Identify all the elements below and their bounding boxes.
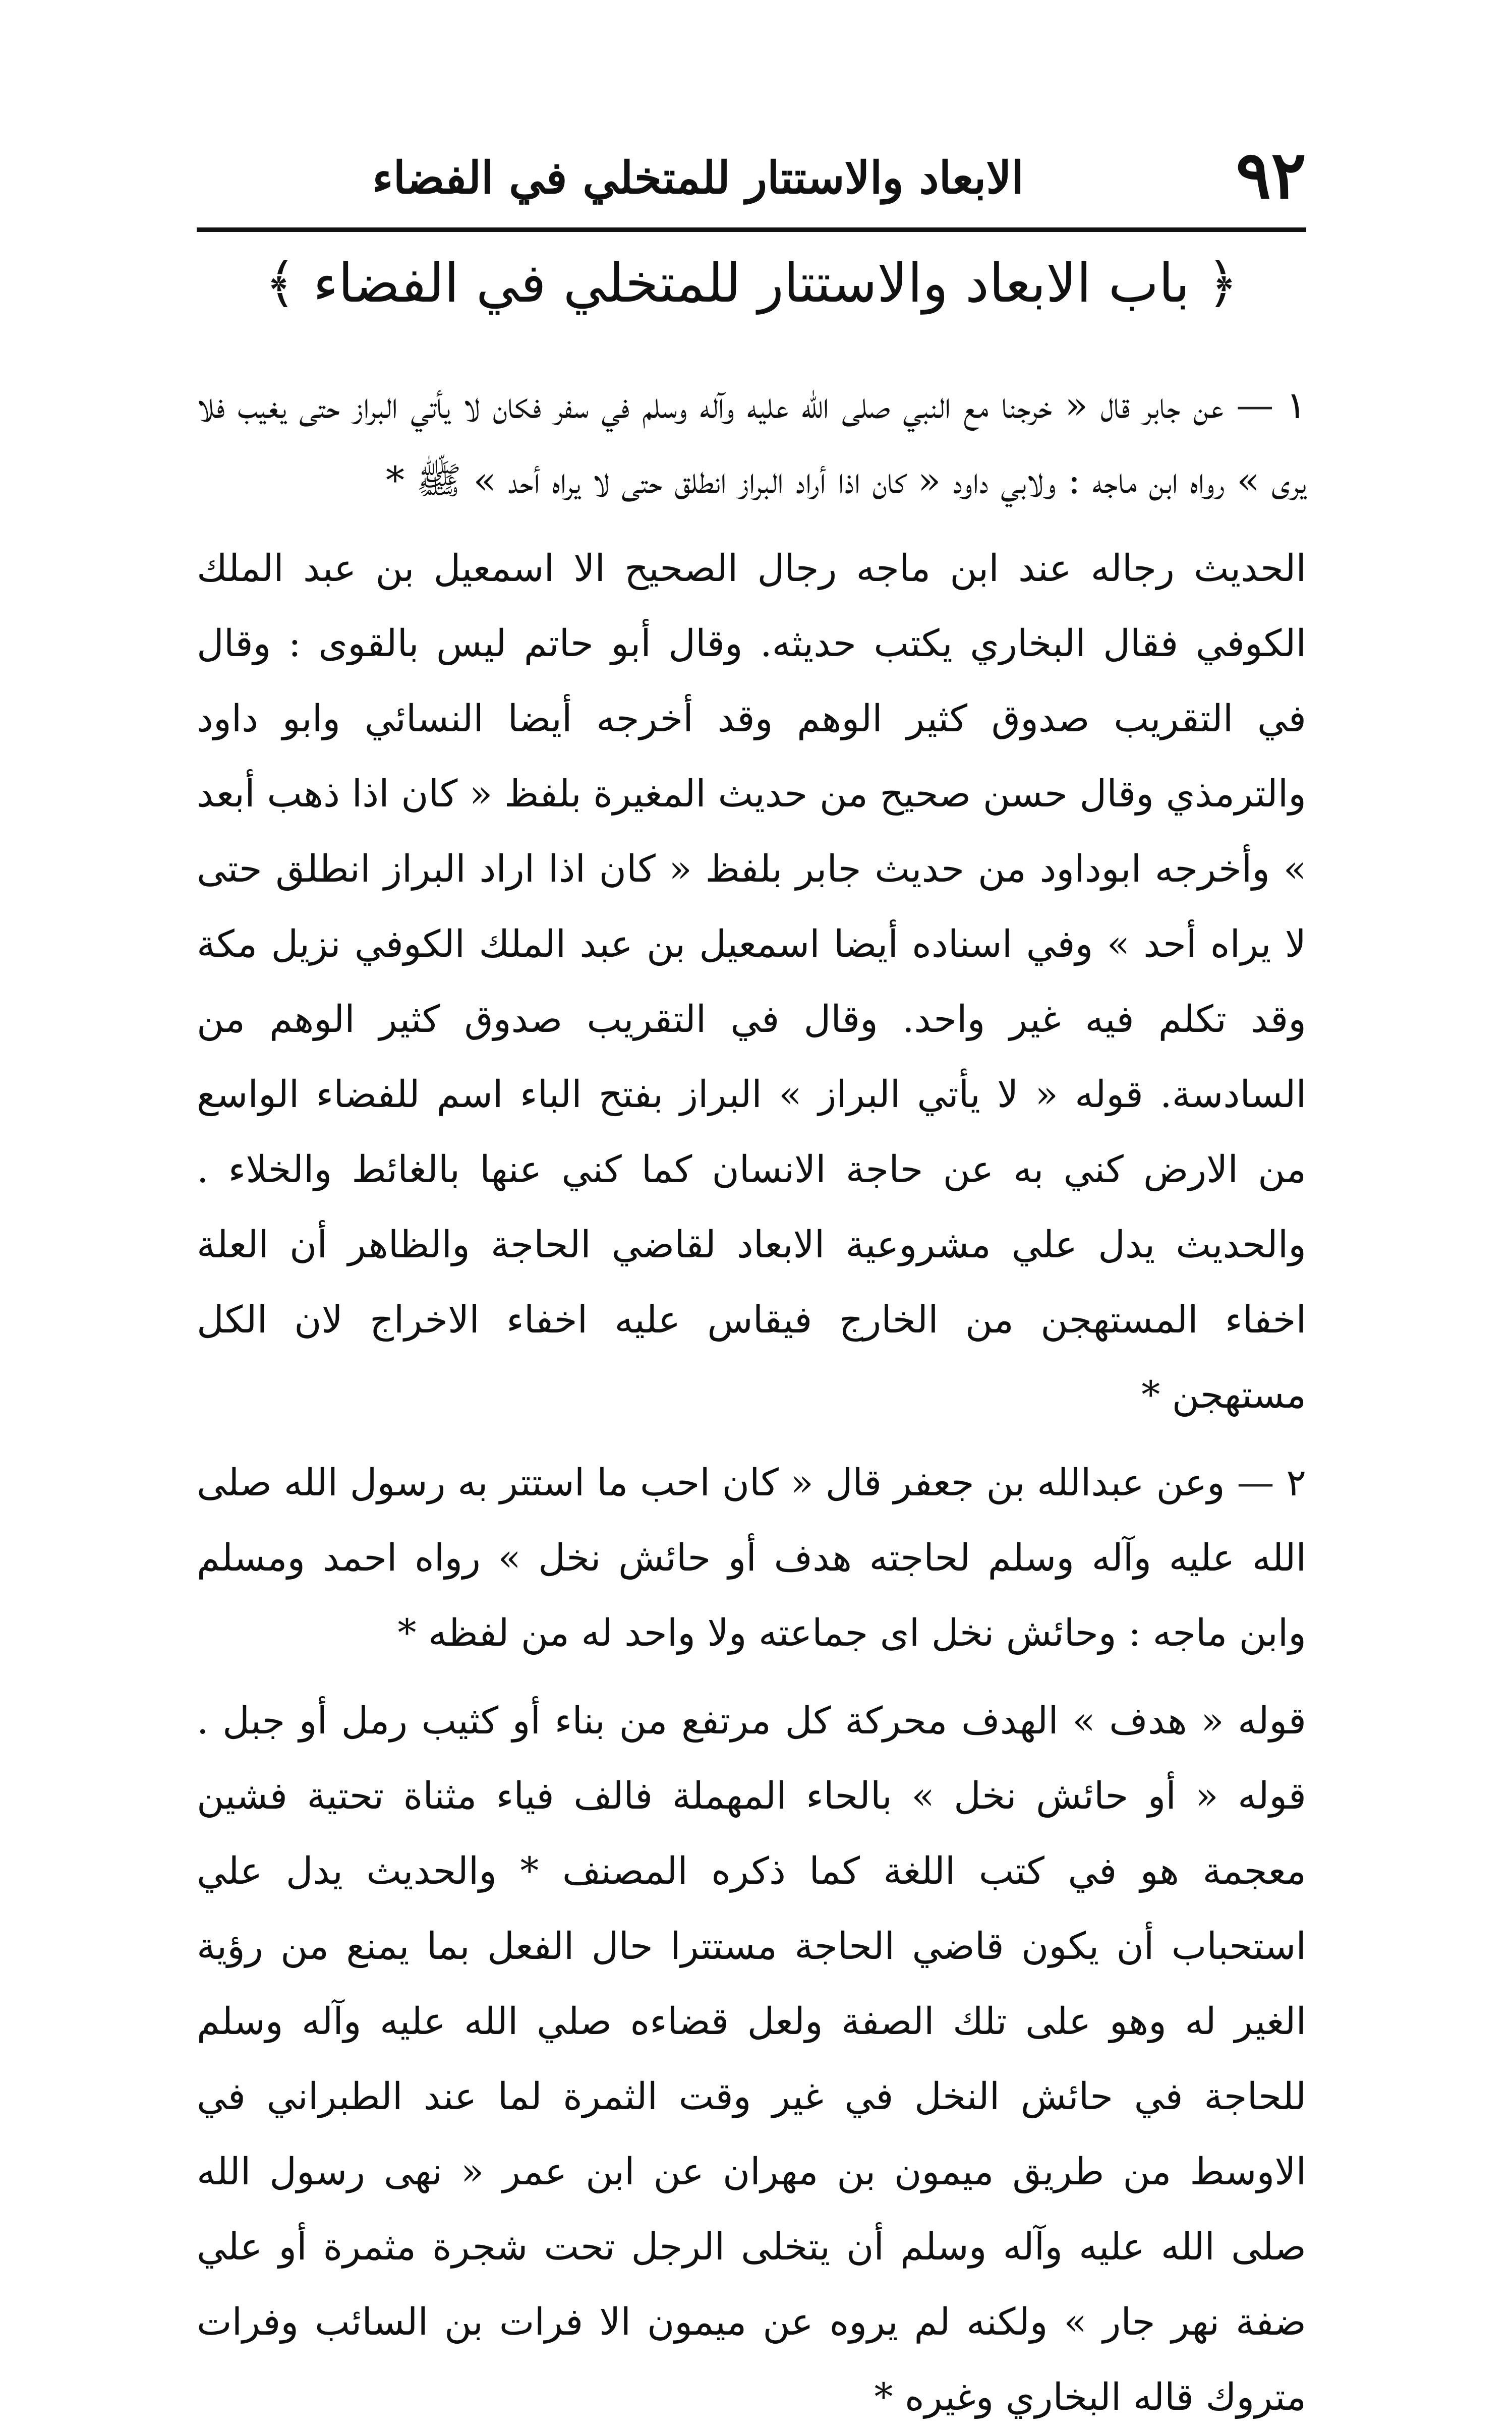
hadith-text: عن جابر قال « خرجنا مع النبي صلى الله عليه وآله وسلم في سفر فكان لا يأتي البراز حتى يغيب فلا يرى » رواه ابن ماجه : ولابي داود « كان اذا أراد البراز انطلق حتى لا يراه أحد » ﷺ *	[197, 384, 1306, 502]
commentary-text: قوله « هدف » الهدف محركة كل مرتفع من بناء أو كثيب رمل أو جبل . قوله « أو حائش نخل » بالحاء المهملة فالف فياء مثناة تحتية فشين معجمة هو في كتب اللغة كما ذكره المصنف * والحديث يدل علي استحباب أن يكون قاضي الحاجة مستترا حال الفعل بما يمنع من رؤية الغير له وهو على تلك الصفة ولعل قضاءه صلي الله عليه وآله وسلم للحاجة في حائش النخل في غير وقت الثمرة لما عند الطبراني في الاوسط من طريق ميمون بن مهران عن ابن عمر « نهى رسول الله صلى الله عليه وآله وسلم أن يتخلى الرجل تحت شجرة مثمرة أو علي ضفة نهر جار » ولكنه لم يروه عن ميمون الا فرات بن السائب وفرات متروك قاله البخاري وغيره *	[197, 1699, 1306, 2419]
hadith-ornament: —	[1237, 1461, 1274, 1504]
hadith-number: ٢	[1286, 1461, 1306, 1504]
running-title: الابعاد والاستتار للمتخلي في الفضاء	[372, 151, 1024, 204]
hadith-1-paragraph	[197, 368, 1306, 518]
page-number: ٩٢	[1236, 136, 1306, 213]
commentary-2-paragraph	[197, 1684, 1306, 2435]
chapter-title: ﴿ باب الابعاد والاستتار للمتخلي في الفضاء ﴾	[264, 252, 1239, 314]
header-rule	[197, 227, 1306, 232]
hadith-2-paragraph	[197, 1445, 1306, 1671]
commentary-1-paragraph	[197, 531, 1306, 1433]
commentary-text: الحديث رجاله عند ابن ماجه رجال الصحيح الا اسمعيل بن عبد الملك الكوفي فقال البخاري يكتب حديثه. وقال أبو حاتم ليس بالقوى : وقال في التقريب صدوق كثير الوهم وقد أخرجه أيضا النسائي وابو داود والترمذي وقال حسن صحيح من حديث المغيرة بلفظ « كان اذا ذهب أبعد » وأخرجه ابوداود من حديث جابر بلفظ « كان اذا اراد البراز انطلق حتى لا يراه أحد » وفي اسناده أيضا اسمعيل بن عبد الملك الكوفي نزيل مكة وقد تكلم فيه غير واحد. وقال في التقريب صدوق كثير الوهم من السادسة. قوله « لا يأتي البراز » البراز بفتح الباء اسم للفضاء الواسع من الارض كني به عن حاجة الانسان كما كني عنها بالغائط والخلاء . والحديث يدل علي مشروعية الابعاد لقاضي الحاجة والظاهر أن العلة اخفاء المستهجن من الخارج فيقاس عليه اخفاء الاخراج لان الكل مستهجن *	[197, 547, 1306, 1417]
hadith-ornament: —	[1236, 384, 1274, 427]
body-text	[197, 368, 1306, 2435]
hadith-text: وعن عبدالله بن جعفر قال « كان احب ما استتر به رسول الله صلى الله عليه وآله وسلم لحاجته هدف أو حائش نخل » رواه احمد ومسلم وابن ماجه : وحائش نخل اى جماعته ولا واحد له من لفظه *	[197, 1461, 1306, 1655]
hadith-number: ١	[1286, 384, 1306, 427]
page-header	[197, 126, 1306, 232]
